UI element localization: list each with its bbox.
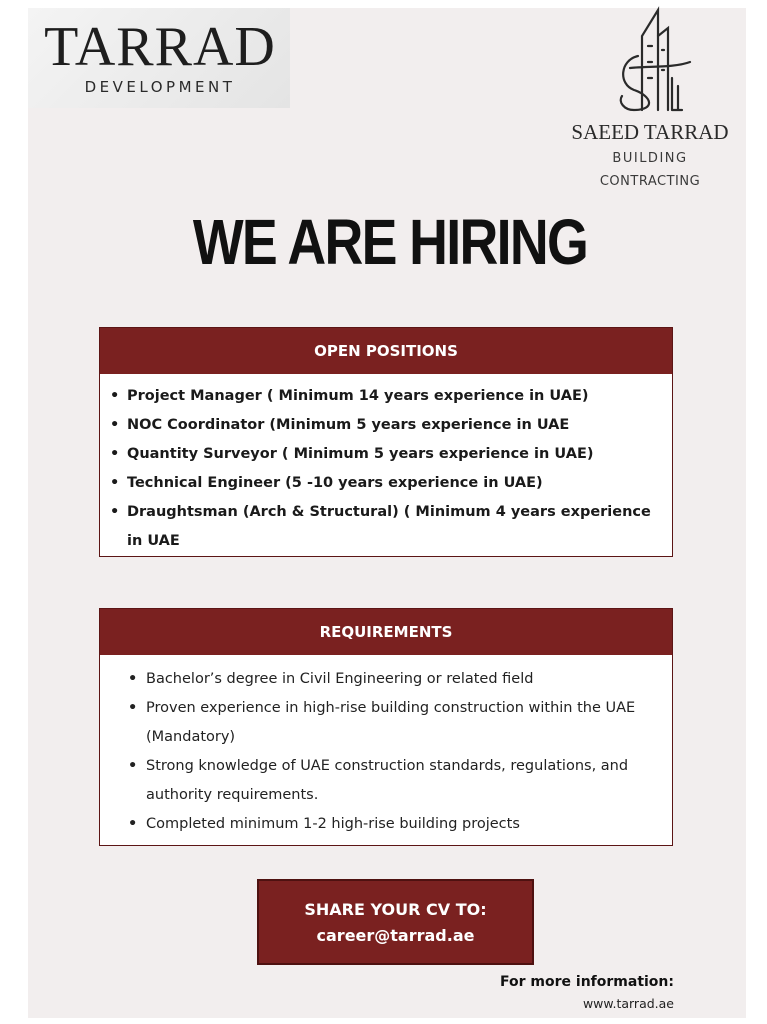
list-item: • Proven experience in high-rise building construction within the UAE (Mandatory)	[128, 694, 662, 752]
more-info-label: For more information:	[500, 974, 674, 990]
saeed-tarrad-logo	[560, 6, 740, 196]
logo-name: TARRAD	[44, 16, 276, 78]
building-monogram-icon	[612, 6, 692, 116]
list-item: • Quantity Surveyor ( Minimum 5 years experience in UAE)	[110, 440, 658, 469]
list-item: • NOC Coordinator (Minimum 5 years experience in UAE	[110, 411, 658, 440]
open-positions-section	[99, 327, 673, 557]
website-link[interactable]: www.tarrad.ae	[582, 996, 674, 1011]
company-name: SAEED TARRAD	[571, 120, 729, 144]
requirements-list	[100, 655, 672, 839]
list-item: • Bachelor’s degree in Civil Engineering or related field	[128, 665, 662, 694]
company-line-3: CONTRACTING	[599, 174, 701, 189]
page-title: WE ARE HIRING	[192, 206, 588, 278]
tarrad-development-logo	[28, 8, 290, 108]
requirements-title: REQUIREMENTS	[100, 609, 672, 655]
positions-list	[100, 374, 672, 556]
list-item: • Project Manager ( Minimum 14 years experience in UAE)	[110, 382, 658, 411]
share-cv-box	[257, 879, 534, 965]
list-item: • Draughtsman (Arch & Structural) ( Minimum 4 years experience in UAE	[110, 498, 658, 556]
open-positions-title: OPEN POSITIONS	[100, 328, 672, 374]
company-line-2: BUILDING	[612, 151, 688, 166]
logo-subtitle: DEVELOPMENT	[84, 78, 236, 96]
requirements-section	[99, 608, 673, 846]
career-email-link[interactable]: career@tarrad.ae	[316, 926, 475, 945]
list-item: • Strong knowledge of UAE construction standards, regulations, and authority requirements.	[128, 752, 662, 810]
share-cv-label: SHARE YOUR CV TO:	[304, 900, 487, 919]
list-item: • Technical Engineer (5 -10 years experience in UAE)	[110, 469, 658, 498]
list-item: • Completed minimum 1-2 high-rise building projects	[128, 810, 662, 839]
